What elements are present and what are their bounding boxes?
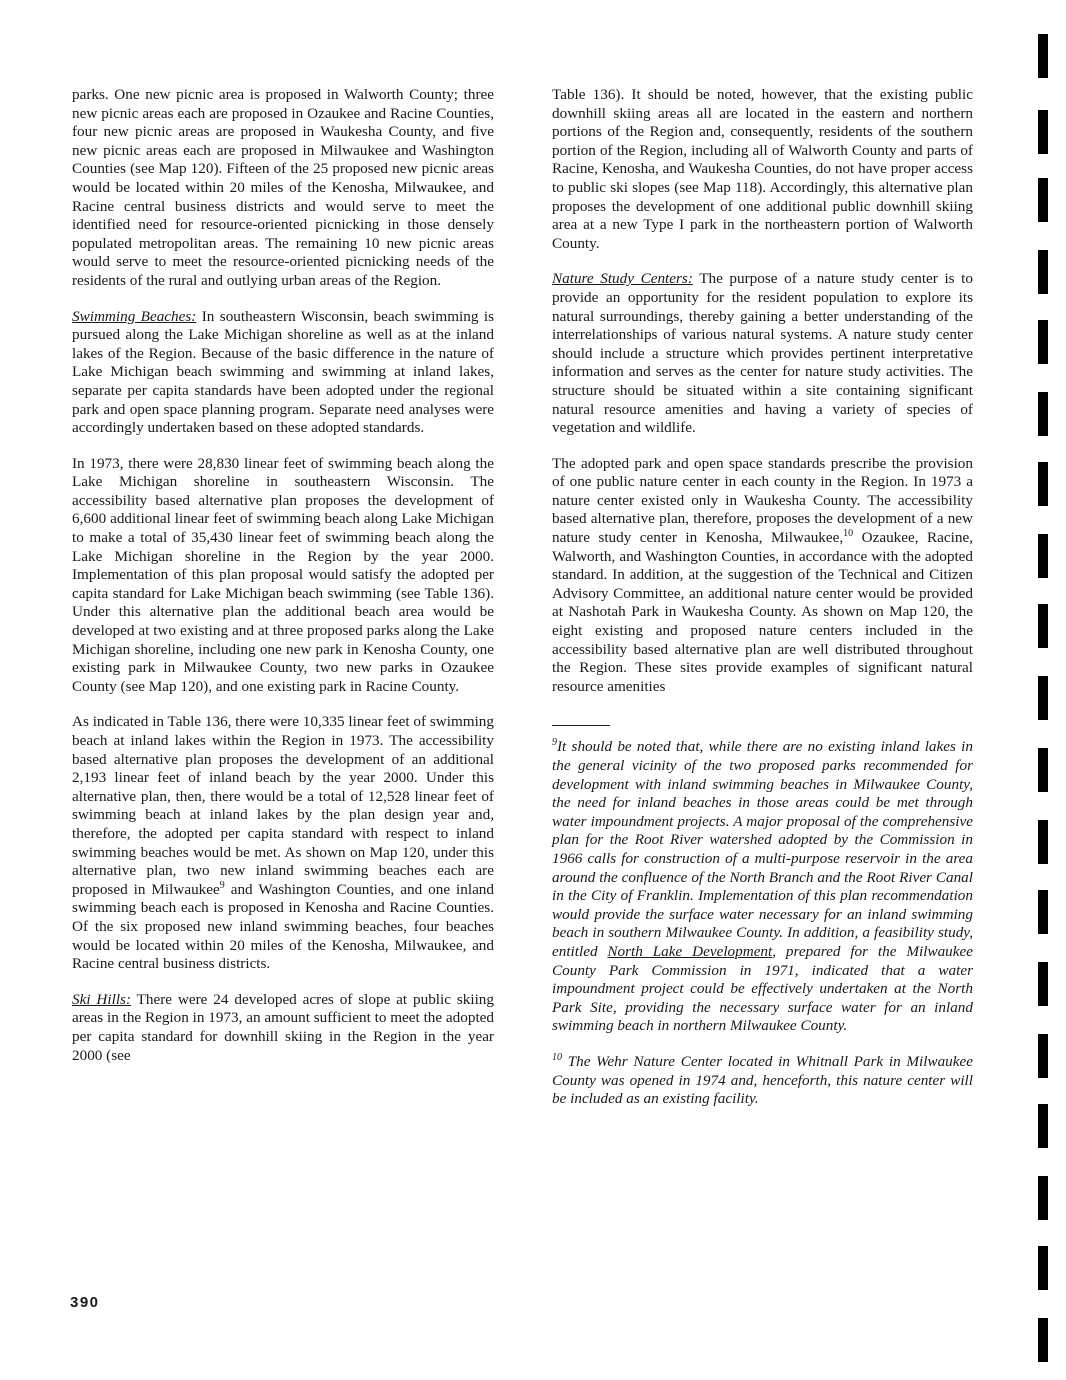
heading-nature-study-centers: Nature Study Centers: (552, 270, 693, 288)
footnote-10-text: The Wehr Nature Center located in Whitnall Park in Milwaukee County was opened in 1974 and, henceforth, this nature center will be included as an existing facility. (552, 1052, 973, 1108)
footnote-9-text-b: , prepared for the Milwaukee County Park Commission in 1971, indicated that a water impoundment project could be effectively undertaken at the North Park Site, providing the necessary surface water for an inland swimming beach in northern Milwaukee County. (552, 942, 973, 1035)
edge-mark (1038, 534, 1048, 578)
paragraph-swimming-beaches (72, 308, 494, 438)
paragraph-ski-hills (72, 991, 494, 1065)
paragraph-picnic-areas: parks. One new picnic area is proposed in Walworth County; three new picnic areas each are proposed in Ozaukee and Racine Counties, four new picnic areas are proposed in Waukesha County, and five new picnic areas each are proposed in Milwaukee and Washington Counties (see Map 120). Fifteen of the 25 proposed new picnic areas would be located within 20 miles of the Kenosha, Milwaukee, and Racine central business districts and would serve to meet the identified need for resource-oriented picnicking in those densely populated metropolitan areas. The remaining 10 new picnic areas would serve to meet the resource-oriented picnicking needs of the residents of the rural and outlying urban areas of the Region. (72, 86, 494, 289)
edge-mark (1038, 890, 1048, 934)
edge-mark (1038, 34, 1048, 78)
ski-hills-text: There were 24 developed acres of slope at public skiing areas in the Region in 1973, an amount sufficient to meet the adopted per capita standard for downhill skiing in the Region in the year 2000 (see (72, 990, 494, 1064)
edge-mark (1038, 1104, 1048, 1148)
edge-mark (1038, 1318, 1048, 1362)
inland-beaches-text-b: and Washington Counties, and one inland swimming beach each is proposed in Kenosha and Racine Counties. Of the six proposed new inland swimming beaches, four beaches would be located within 20 miles of the Kenosha, Milwaukee, and Racine central business districts. (72, 880, 494, 973)
edge-mark (1038, 820, 1048, 864)
heading-swimming-beaches: Swimming Beaches: (72, 307, 197, 325)
edge-mark (1038, 604, 1048, 648)
scan-edge-marks (1038, 0, 1050, 1380)
footnote-ref-9: 9 (219, 879, 225, 891)
nature-plan-text-b: Ozaukee, Racine, Walworth, and Washington Counties, in accordance with the adopted standard. In addition, at the suggestion of the Technical and Citizen Advisory Committee, an additional nature center would be provided at Nashotah Park in Waukesha County. As shown on Map 120, the eight existing and proposed nature centers included in the accessibility based alternative plan are well distributed throughout the Region. These sites provide examples of significant natural resource amenities (552, 529, 973, 695)
paragraph-nature-centers-plan (552, 455, 973, 697)
edge-mark (1038, 110, 1048, 154)
edge-mark (1038, 962, 1048, 1006)
footnote-10 (552, 1053, 973, 1109)
paragraph-nature-study-centers (552, 270, 973, 437)
footnote-9-text-a: It should be noted that, while there are no existing inland lakes in the general vicinity of the two proposed parks recommended for development with inland swimming beaches in Milwaukee County, the need for inland beaches in those areas could be met through water impoundment projects. A major proposal of the comprehensive plan for the Root River watershed adopted by the Commission in 1966 calls for construction of a multi-purpose reservoir in the area around the confluence of the North Branch and the Root River Canal in the City of Franklin. Implementation of this plan recommendation would provide the surface water necessary for an inland swimming beach in southern Milwaukee County. In addition, a feasibility study, entitled (552, 738, 973, 960)
footnote-9-number: 9 (552, 737, 557, 749)
edge-mark (1038, 320, 1048, 364)
nature-plan-text-a: The adopted park and open space standards prescribe the provision of one public nature center in each county in the Region. In 1973 a nature center existed only in Waukesha County. The accessibility based alternative plan, therefore, proposes the development of a new nature study center in Kenosha, Milwaukee, (552, 454, 973, 547)
page-number: 390 (70, 1294, 100, 1311)
edge-mark (1038, 1034, 1048, 1078)
paragraph-lake-michigan-beaches: In 1973, there were 28,830 linear feet of swimming beach along the Lake Michigan shoreline in southeastern Wisconsin. The accessibility based alternative plan proposes the development of 6,600 additional linear feet of swimming beach along Lake Michigan to make a total of 35,430 linear feet of swimming beach along the Lake Michigan shoreline in the Region by the year 2000. Implementation of this plan proposal would satisfy the adopted per capita standard for Lake Michigan beach swimming (see Table 136). Under this alternative plan the additional beach area would be developed at two existing and at three proposed parks along the Lake Michigan shoreline, including one new park in Kenosha County, one existing park in Milwaukee County, two new parks in Ozaukee County (see Map 120), and one existing park in Racine County. (72, 454, 494, 695)
paragraph-inland-beaches (72, 713, 494, 973)
edge-mark (1038, 1176, 1048, 1220)
right-column (552, 86, 973, 1126)
edge-mark (1038, 676, 1048, 720)
inland-beaches-text-a: As indicated in Table 136, there were 10,335 linear feet of swimming beach at inland lakes within the Region in 1973. The accessibility based alternative plan proposes the development of an additional 2,193 linear feet of inland beach by the year 2000. Under this alternative plan, then, there would be a total of 12,528 linear feet of swimming beach at inland lakes by the plan design year and, therefore, the adopted per capita standard with respect to inland swimming beaches would be met. As shown on Map 120, under this alternative plan, two new inland swimming beaches each are proposed in Milwaukee (72, 713, 494, 898)
footnote-divider (552, 725, 610, 726)
heading-ski-hills: Ski Hills: (72, 990, 132, 1008)
swimming-beaches-text: In southeastern Wisconsin, beach swimming is pursued along the Lake Michigan shoreline as well as at the inland lakes of the Region. Because of the basic difference in the nature of Lake Michigan beach swimming and swimming at inland lakes, separate per capita standards have been adopted under the regional park and open space planning program. Separate need analyses were accordingly undertaken based on these adopted standards. (72, 307, 494, 437)
footnote-10-number: 10 (552, 1051, 562, 1063)
paragraph-ski-continued: Table 136). It should be noted, however, that the existing public downhill skiing areas all are located in the eastern and northern portions of the Region and, consequently, residents of the southern portion of the Region, including all of Walworth County and parts of Racine, Kenosha, and Waukesha Counties, do not have proper access to public ski slopes (see Map 118). Accordingly, this alternative plan proposes the development of one additional public downhill skiing area at a new Type I park in the northeastern portion of Walworth County. (552, 86, 973, 252)
edge-mark (1038, 392, 1048, 436)
edge-mark (1038, 462, 1048, 506)
footnote-9 (552, 738, 973, 1036)
edge-mark (1038, 748, 1048, 792)
footnote-ref-10: 10 (843, 528, 854, 539)
nature-study-text: The purpose of a nature study center is to provide an opportunity for the resident population to explore its natural surroundings, thereby gaining a better understanding of the interrelationships of various natural systems. A nature study center should include a structure which provides pertinent interpretative information and serves as the center for nature study activities. The structure should be situated within a site containing significant natural resource amenities and having a variety of species of vegetation and wildlife. (552, 270, 973, 437)
edge-mark (1038, 1246, 1048, 1290)
left-column (72, 86, 494, 1082)
footnote-9-title: North Lake Development (607, 942, 773, 960)
edge-mark (1038, 250, 1048, 294)
edge-mark (1038, 178, 1048, 222)
